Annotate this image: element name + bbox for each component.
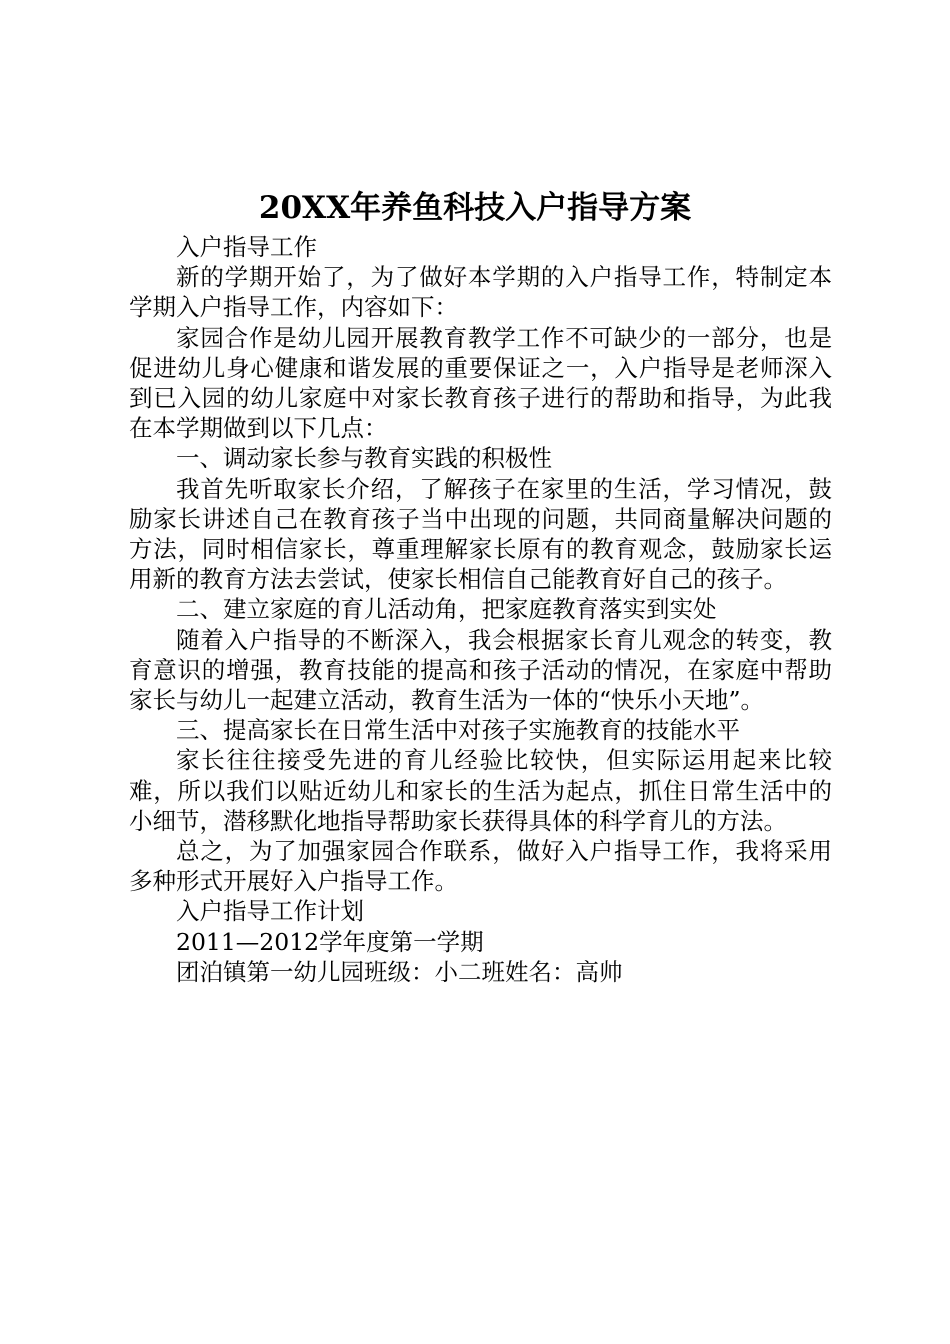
plan-title: 入户指导工作计划 [176,897,364,926]
section-heading-3: 三、提高家长在日常生活中对孩子实施教育的技能水平 [176,716,740,745]
plan-author-info: 团泊镇第一幼儿园班级：小二班姓名：高帅 [176,957,623,986]
section-heading-2: 二、建立家庭的育儿活动角，把家庭教育落实到实处 [176,595,717,624]
paragraph: 新的学期开始了，为了做好本学期的入户指导工作，特制定本学期入户指导工作，内容如下： [129,263,832,322]
plan-term: 2011—2012学年度第一学期 [176,927,484,956]
document-title: 20XX年养鱼科技入户指导方案 [258,190,692,226]
document-body [129,232,832,987]
section-heading-1: 一、调动家长参与教育实践的积极性 [176,444,552,473]
paragraph: 随着入户指导的不断深入，我会根据家长育儿观念的转变，教育意识的增强，教育技能的提高和孩子活动的情况，在家庭中帮助家长与幼儿一起建立活动，教育生活为一体的“快乐小天地”。 [129,625,832,715]
paragraph: 家长往往接受先进的育儿经验比较快，但实际运用起来比较难，所以我们以贴近幼儿和家长的生活为起点，抓住日常生活中的小细节，潜移默化地指导帮助家长获得具体的科学育儿的方法。 [129,746,832,835]
paragraph: 家园合作是幼儿园开展教育教学工作不可缺少的一部分，也是促进幼儿身心健康和谐发展的重要保证之一，入户指导是老师深入到已入园的幼儿家庭中对家长教育孩子进行的帮助和指导，为此我在本学期做到以下几点： [129,323,832,443]
paragraph: 总之，为了加强家园合作联系，做好入户指导工作，我将采用多种形式开展好入户指导工作。 [129,837,832,896]
paragraph-heading-intro: 入户指导工作 [176,233,317,261]
paragraph: 我首先听取家长介绍，了解孩子在家里的生活，学习情况，鼓励家长讲述自己在教育孩子当中出现的问题，共同商量解决问题的方法，同时相信家长，尊重理解家长原有的教育观念，鼓励家长运用新的教育方法去尝试，使家长相信自己能教育好自己的孩子。 [129,474,832,594]
